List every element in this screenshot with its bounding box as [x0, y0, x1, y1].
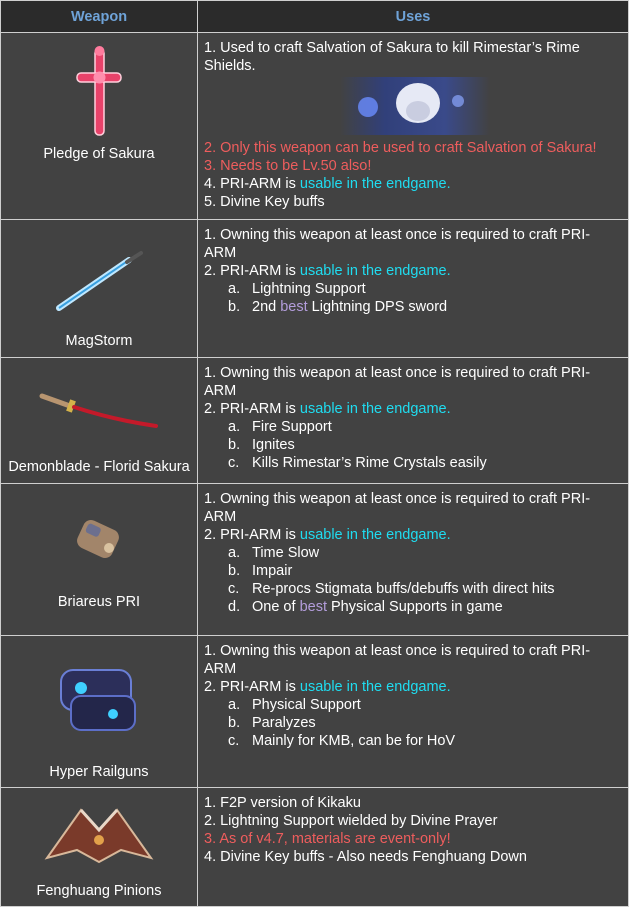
use-text: 3. Needs to be Lv.50 also! [204, 158, 372, 174]
use-text: 1. Owning this weapon at least once is required to craft PRI-ARM [204, 491, 591, 525]
weapon-cell [1, 220, 198, 358]
use-text: 4. Divine Key buffs - Also needs Fenghuang Down [204, 849, 527, 865]
table-row [1, 788, 629, 907]
use-line [204, 262, 622, 280]
uses-cell [198, 484, 629, 636]
use-text: Kills Rimestar’s Rime Crystals easily [252, 455, 487, 471]
use-subline [204, 580, 622, 598]
weapon-cell [1, 33, 198, 220]
weapon-name: Fenghuang Pinions [36, 883, 162, 899]
use-text: Time Slow [252, 545, 320, 561]
list-marker: b. [228, 437, 241, 453]
use-subline [204, 436, 622, 454]
use-line [204, 794, 622, 812]
list-marker: c. [228, 733, 240, 749]
use-text: 4. PRI-ARM is [204, 176, 300, 192]
use-text: Physical Support [252, 697, 361, 713]
list-marker: b. [228, 715, 241, 731]
railgun-icon [51, 656, 147, 742]
use-text: 1. Used to craft Salvation of Sakura to kill Rimestar’s Rime Shields. [204, 40, 580, 74]
table-row [1, 220, 629, 358]
list-marker: c. [228, 455, 240, 471]
use-text: 5. Divine Key buffs [204, 194, 325, 210]
use-subline [204, 418, 622, 436]
use-highlight: best [299, 599, 327, 615]
use-text: Re-procs Stigmata buffs/debuffs with direct hits [252, 581, 555, 597]
use-subline [204, 280, 622, 298]
use-text: Lightning DPS sword [307, 299, 448, 315]
lightning-sword-icon [49, 250, 149, 320]
weapon-cell [1, 636, 198, 788]
table-row [1, 636, 629, 788]
list-marker: d. [228, 599, 241, 615]
use-line [204, 157, 622, 175]
use-subline [204, 696, 622, 714]
use-text: Fire Support [252, 419, 332, 435]
table-row [1, 33, 629, 220]
use-text: 2. PRI-ARM is [204, 263, 300, 279]
weapon-cell [1, 788, 198, 907]
use-text: 1. Owning this weapon at least once is required to craft PRI-ARM [204, 643, 591, 677]
use-line [204, 490, 622, 526]
weapon-name: Pledge of Sakura [43, 146, 155, 162]
list-marker: c. [228, 581, 240, 597]
uses-cell [198, 788, 629, 907]
use-line [204, 812, 622, 830]
use-line [204, 139, 622, 157]
use-subline [204, 732, 622, 750]
use-text: 2. PRI-ARM is [204, 679, 300, 695]
use-line [204, 526, 622, 544]
use-text: Mainly for KMB, can be for HoV [252, 733, 456, 749]
use-text: 2. PRI-ARM is [204, 527, 300, 543]
use-line [204, 226, 622, 262]
list-marker: b. [228, 563, 241, 579]
use-text: Paralyzes [252, 715, 316, 731]
gauntlet-icon [69, 514, 129, 568]
weapon-cell [1, 358, 198, 484]
use-subline [204, 714, 622, 732]
use-highlight: usable in the endgame. [299, 527, 451, 543]
use-text: 1. Owning this weapon at least once is required to craft PRI-ARM [204, 365, 591, 399]
table-row [1, 484, 629, 636]
katana-icon [34, 386, 164, 436]
use-text: 1. Owning this weapon at least once is required to craft PRI-ARM [204, 227, 591, 261]
list-marker: a. [228, 545, 241, 561]
weapon-name: Demonblade - Florid Sakura [8, 459, 190, 475]
header-weapon: Weapon [1, 1, 198, 33]
uses-cell [198, 636, 629, 788]
use-text: Physical Supports in game [326, 599, 503, 615]
list-marker: a. [228, 697, 241, 713]
use-line [204, 193, 622, 211]
use-text: Lightning Support [252, 281, 366, 297]
use-text: 2. Only this weapon can be used to craft Salvation of Sakura! [204, 140, 597, 156]
pinions-icon [41, 800, 157, 866]
use-subline [204, 544, 622, 562]
use-text: Impair [252, 563, 293, 579]
use-line [204, 642, 622, 678]
use-text: 2. PRI-ARM is [204, 401, 300, 417]
use-highlight: usable in the endgame. [299, 263, 451, 279]
use-line [204, 400, 622, 418]
list-marker: b. [228, 299, 241, 315]
use-highlight: usable in the endgame. [299, 176, 451, 192]
pink-cross-icon [69, 45, 129, 141]
uses-cell [198, 33, 629, 220]
use-text: 2nd [252, 299, 281, 315]
list-marker: a. [228, 281, 241, 297]
use-subline [204, 454, 622, 472]
uses-cell [198, 358, 629, 484]
use-line [204, 175, 622, 193]
weapon-name: Hyper Railguns [49, 764, 149, 780]
use-highlight: best [280, 299, 308, 315]
use-text: 2. Lightning Support wielded by Divine Prayer [204, 813, 498, 829]
weapon-name: Briareus PRI [57, 594, 141, 610]
header-row [1, 1, 629, 33]
use-subline [204, 298, 622, 316]
uses-cell [198, 220, 629, 358]
use-line [204, 364, 622, 400]
use-line [204, 678, 622, 696]
use-line [204, 830, 622, 848]
use-text: 3. As of v4.7, materials are event-only! [204, 831, 451, 847]
character-banner-image [340, 77, 490, 135]
use-text: One of [252, 599, 300, 615]
header-uses: Uses [198, 1, 629, 33]
use-text: 1. F2P version of Kikaku [204, 795, 361, 811]
use-text: Ignites [252, 437, 295, 453]
use-subline [204, 598, 622, 616]
weapon-name: MagStorm [65, 333, 133, 349]
use-highlight: usable in the endgame. [299, 679, 451, 695]
use-highlight: usable in the endgame. [299, 401, 451, 417]
weapon-cell [1, 484, 198, 636]
use-line [204, 39, 622, 75]
list-marker: a. [228, 419, 241, 435]
use-subline [204, 562, 622, 580]
use-line [204, 848, 622, 866]
table-row [1, 358, 629, 484]
